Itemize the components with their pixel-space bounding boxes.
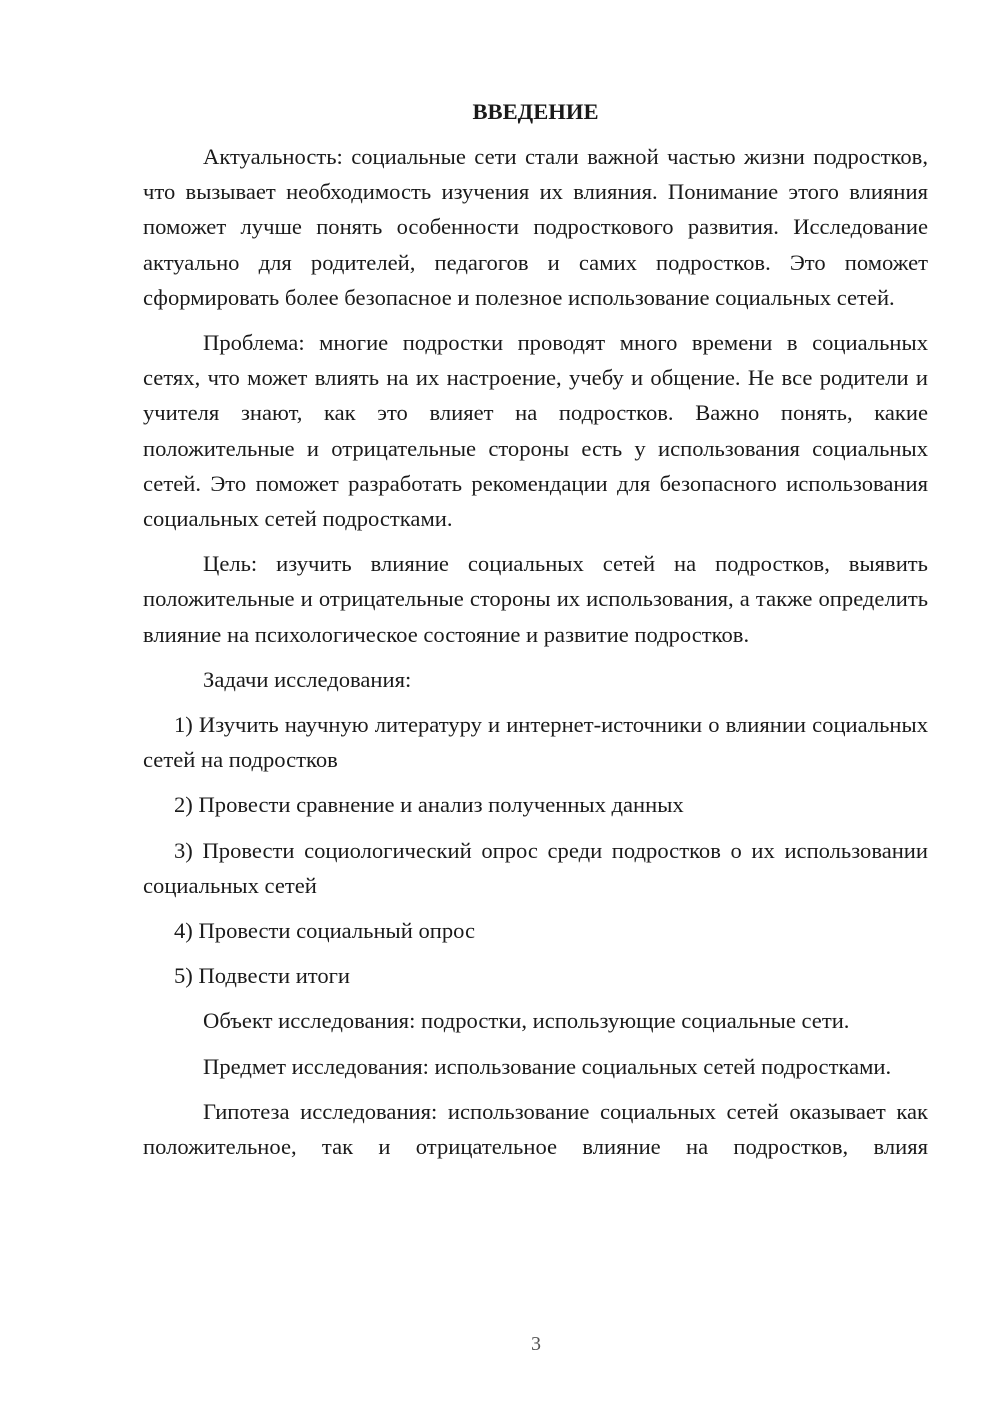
page-number: 3 bbox=[531, 1333, 541, 1355]
problem-paragraph: Проблема: многие подростки проводят много времени в социальных сетях, что может влиять на их настроение, учебу и общение. Не все родители и учителя знают, как это влияет на подростков. Важно понять, какие положительные и отрицательные стороны есть у использования социальных сетей. Это поможет разработать рекомендации для безопасного использования социальных сетей подростками. bbox=[143, 330, 928, 532]
task-item: 1) Изучить научную литературу и интернет-источники о влиянии социальных сетей на подростков bbox=[143, 712, 928, 773]
task-item: 4) Провести социальный опрос bbox=[174, 918, 476, 944]
goal-paragraph: Цель: изучить влияние социальных сетей на подростков, выявить положительные и отрицательные стороны их использования, а также определить влияние на психологическое состояние и развитие подростков. bbox=[143, 551, 928, 647]
subject-paragraph: Предмет исследования: использование социальных сетей подростками. bbox=[203, 1053, 892, 1079]
relevance-paragraph: Актуальность: социальные сети стали важной частью жизни подростков, что вызывает необходимость изучения их влияния. Понимание этого влияния поможет лучше понять особенности подросткового развития. Исследование актуально для родителей, педагогов и самих подростков. Это поможет сформировать более безопасное и полезное использование социальных сетей. bbox=[143, 144, 928, 310]
task-item: 3) Провести социологический опрос среди подростков о их использовании социальных сетей bbox=[143, 837, 928, 898]
page-title: ВВЕДЕНИЕ bbox=[472, 99, 599, 124]
object-paragraph: Объект исследования: подростки, использующие социальные сети. bbox=[203, 1008, 850, 1034]
task-item: 5) Подвести итоги bbox=[174, 963, 351, 989]
page-content bbox=[143, 94, 928, 1174]
task-item: 2) Провести сравнение и анализ полученных данных bbox=[174, 792, 684, 818]
tasks-heading: Задачи исследования: bbox=[203, 666, 412, 692]
hypothesis-paragraph: Гипотеза исследования: использование социальных сетей оказывает как положительное, так и отрицательное влияние на подростков, влияя bbox=[143, 1098, 928, 1160]
